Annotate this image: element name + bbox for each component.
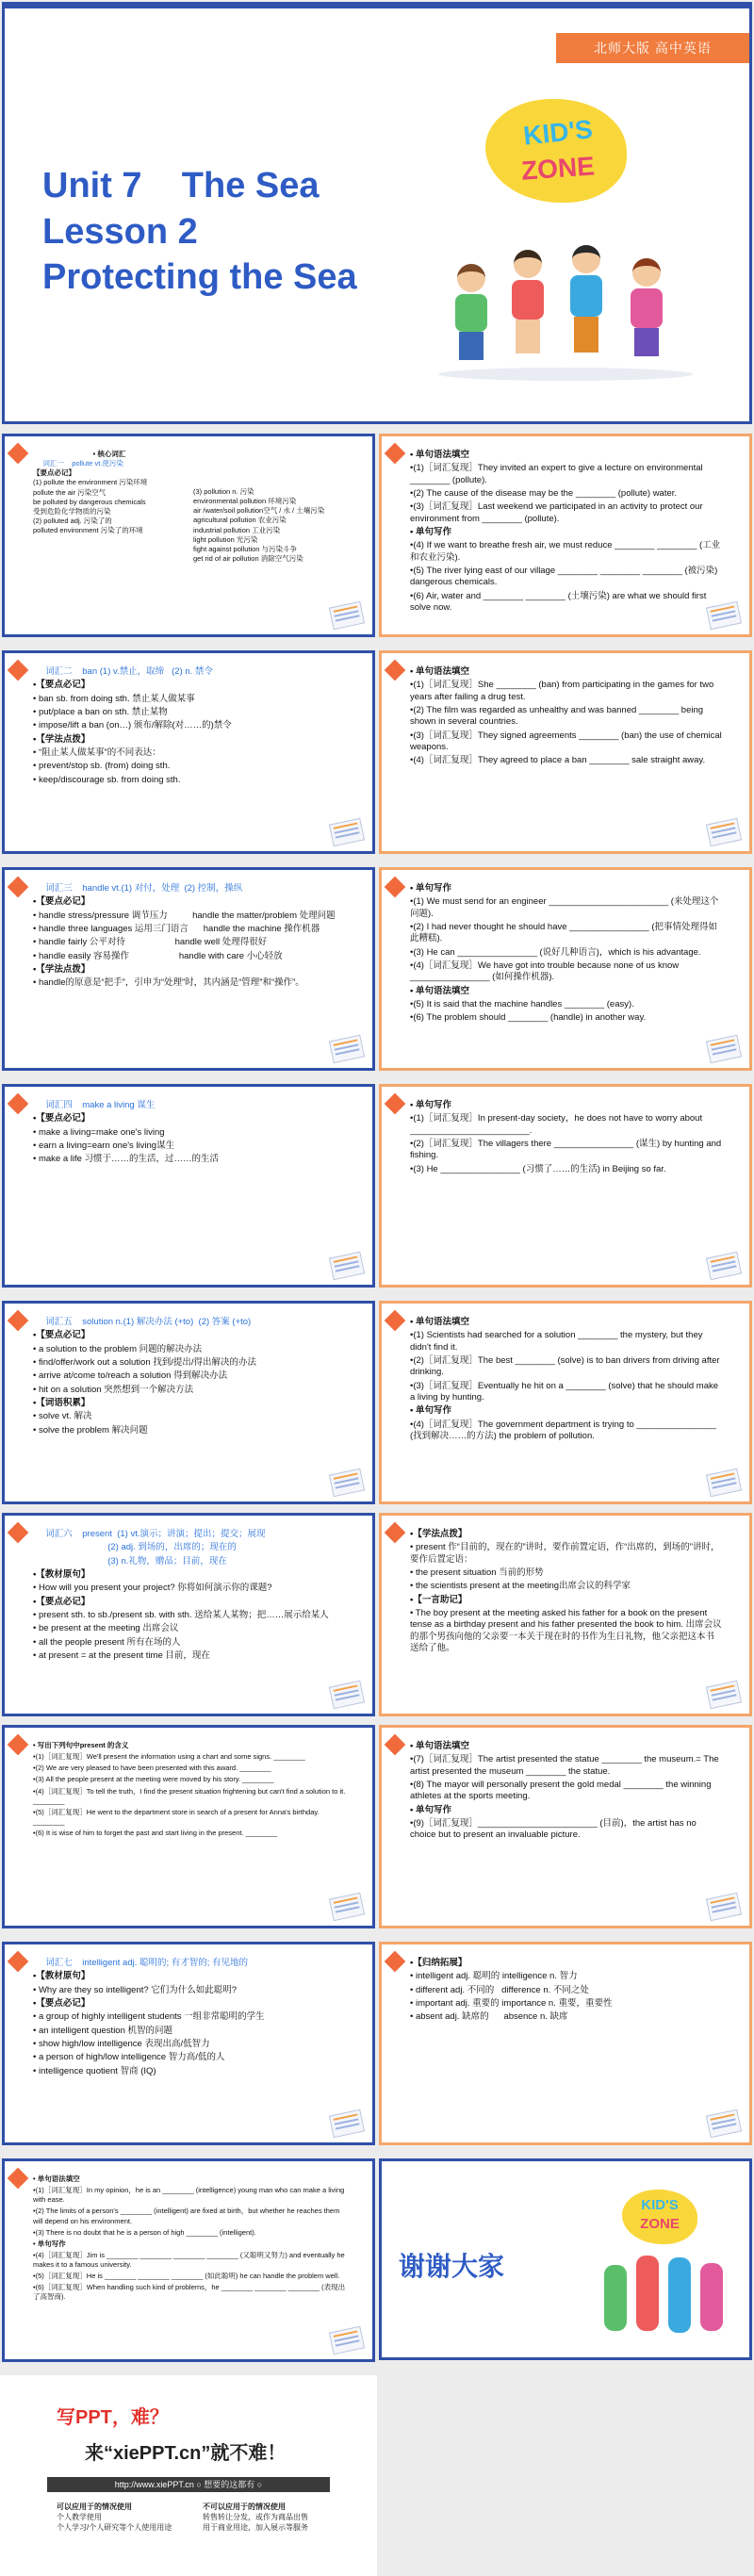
slide-line: • arrive at/come to/reach a solution 得到解决办法: [33, 1370, 228, 1382]
slide-body: [410, 666, 723, 769]
slide-line: •(5) The river lying east of our village ________ ________ ________ (被污染) dangerous chemicals.: [410, 566, 720, 588]
notebook-icon: [706, 818, 742, 847]
slide-line: 词汇一 pollute vt.使污染: [33, 459, 123, 468]
slide-line: (1) pollute the environment 污染环境: [33, 478, 148, 487]
slide-line: •【学法点拨】: [33, 733, 90, 745]
slide-line: (3) pollution n. 污染: [193, 487, 254, 496]
kid-3: [563, 245, 610, 363]
slide-line: • handle fairly 公平对待 handle well 处理得很好: [33, 937, 268, 948]
slide-line: • solve the problem 解决问题: [33, 1424, 148, 1436]
slide-line: •【词语积累】: [33, 1398, 90, 1409]
slide-line: •【要点必记】: [33, 1998, 90, 2010]
kid-2: [506, 250, 549, 363]
slide-line: • 单句写作: [410, 1405, 451, 1417]
slide-line: •(1)［词汇复现］They invited an expert to give a lecture on environmental ________ (pollute).: [410, 463, 706, 485]
corner-diamond-icon: [385, 1093, 406, 1115]
slide-line: •【一言助记】: [410, 1594, 467, 1605]
thanks-text: 谢谢大家: [399, 2252, 505, 2281]
slide-line: • ban sb. from doing sth. 禁止某人做某事: [33, 693, 195, 704]
slide-line: • put/place a ban on sth. 禁止某物: [33, 707, 168, 718]
slide-line: •(2) The cause of the disease may be the ________ (pollute) water.: [410, 488, 678, 500]
slide-line: • 单句语法填空: [33, 2174, 80, 2183]
slide-line: •【要点必记】: [33, 1113, 90, 1124]
slide-line: (2) polluted adj. 污染了的: [33, 516, 112, 525]
slide-line: •(5) It is said that the machine handles ________ (easy).: [410, 999, 634, 1010]
slide-body: [33, 1529, 346, 1664]
slide-18: [2, 2158, 375, 2362]
slide-line: • 写出下列句中present 的含义: [33, 1741, 129, 1749]
ground-shadow: [438, 368, 693, 381]
slide-line: • 单句写作: [410, 1804, 451, 1815]
cover-slide: [2, 2, 752, 424]
slide-line: • 单句语法填空: [410, 985, 469, 996]
slide-6: [2, 867, 375, 1071]
slide-line: 【要点必记】: [33, 468, 75, 478]
kids-zone-logo-small: KID'S ZONE: [617, 2190, 702, 2246]
slide-17: [379, 1942, 752, 2145]
notebook-icon: [706, 1252, 742, 1281]
cover-top-bar: [5, 5, 749, 8]
slide-body: [33, 666, 346, 788]
slide-line: •(3) All the people present at the meeting were moved by his story. ________: [33, 1775, 274, 1784]
slide-line: • handle的原意是“把手”，引申为“处理”时，其内涵是“管理”和“操作”。: [33, 977, 304, 989]
slide-line: be polluted by dangerous chemicals: [33, 497, 146, 506]
slide-line: •(4) If we want to breathe fresh air, we must reduce ________ ________ (工业和农业污染).: [410, 540, 721, 563]
slide-line: • 单句语法填空: [410, 450, 469, 460]
slide-12: [2, 1513, 375, 1716]
ad-col-allowed: 可以应用于的情况使用 个人教学使用 个人学习/个人研究等个人使用用途: [57, 2502, 172, 2533]
slide-line: • at present = at the present time 目前，现在: [33, 1650, 210, 1662]
ad-col-forbidden: 不可以应用于的情况使用 转售转让分发，或作为商品出售 用于商业用途，加入展示等服务: [203, 2502, 308, 2533]
slide-line: •(3)［词汇复现］They signed agreements ________ (ban) the use of chemical weapons.: [410, 730, 725, 753]
slide-line: • absent adj. 缺席的 absence n. 缺席: [410, 2011, 568, 2023]
slide-4: [2, 650, 375, 854]
slide-line: • make a life 习惯于……的生活，过……的生活: [33, 1154, 220, 1165]
slide-line: 词汇七 intelligent adj. 聪明的; 有才智的; 有见地的: [33, 1958, 249, 1968]
slide-10: [2, 1301, 375, 1504]
corner-diamond-icon: [8, 1310, 29, 1332]
slide-9: [379, 1084, 752, 1288]
slide-line: (3) n.礼物，赠品；目前，现在: [33, 1555, 227, 1567]
notebook-icon: [706, 1035, 742, 1064]
notebook-icon: [329, 1681, 365, 1710]
kids-zone-logo: [476, 99, 636, 203]
slide-line: •【要点必记】: [33, 1596, 90, 1607]
slide-line: • handle three languages 运用三门语言 handle the machine 操作机器: [33, 924, 320, 935]
slide-body: [33, 1958, 346, 2079]
slide-line: (2) adj. 到场的，出席的；现在的: [33, 1542, 237, 1553]
ad-line-1: 写PPT，难？: [57, 2407, 169, 2428]
slide-body: [33, 450, 346, 564]
slide-line: •(6) It is wise of him to forget the past and start living in the present. ________: [33, 1829, 278, 1837]
slide-line: •(3) He ________________ (习惯了……的生活) in Beijing so far.: [410, 1163, 666, 1174]
corner-diamond-icon: [385, 660, 406, 681]
slide-line: • all the people present 所有在场的人: [33, 1636, 181, 1648]
slide-line: • 单句写作: [33, 2239, 66, 2248]
slide-line: •(4)［词汇复现］The government department is trying to ________________ (找到解决……的方法) the problem of pollution.: [410, 1419, 719, 1442]
notebook-icon: [329, 1035, 365, 1064]
slide-line: • an intelligent question 机智的问题: [33, 2025, 173, 2036]
slide-8: [2, 1084, 375, 1288]
slide-line: • hit on a solution 突然想到一个解决方法: [33, 1384, 194, 1395]
corner-diamond-icon: [8, 2168, 29, 2190]
slide-line: • How will you present your project? 你将如何演示你的课题?: [33, 1583, 272, 1594]
slide-line: light pollution 光污染: [193, 534, 258, 544]
corner-diamond-icon: [385, 1951, 406, 1973]
slide-line: • a person of high/low intelligence 智力高/低的人: [33, 2052, 225, 2063]
slide-14: [2, 1725, 375, 1928]
slide-body: [33, 883, 346, 992]
slide-line: •【教材原句】: [33, 1569, 90, 1581]
corner-diamond-icon: [8, 1734, 29, 1756]
slide-line: •(1) Scientists had searched for a solution ________ the mystery, but they didn't find it.: [410, 1330, 706, 1353]
slide-line: •(6) The problem should ________ (handle) in another way.: [410, 1012, 647, 1024]
notebook-icon: [706, 2109, 742, 2139]
slide-line: •(6) Air, water and ________ ________ (土壤污染) are what we should first solve now.: [410, 590, 709, 614]
slide-line: 词汇二 ban (1) v.禁止，取缔 (2) n. 禁令: [33, 666, 213, 677]
lesson-title: [42, 163, 357, 301]
notebook-icon: [329, 818, 365, 847]
corner-diamond-icon: [385, 1310, 406, 1332]
logo-word-zone: ZONE: [520, 151, 596, 186]
ad-line-2: 来“xiePPT.cn”就不难！: [85, 2443, 287, 2464]
slide-line: •(2) I had never thought he should have ________________ (把事情处理得如此糟糕).: [410, 922, 718, 944]
slide-line: •(4)［词汇复现］Jim is ________ ________ ________ ________ (又聪明又努力) and eventually he makes it to a famous university.: [33, 2250, 347, 2269]
slide-line: • solve vt. 解决: [33, 1411, 92, 1422]
slide-line: fight against pollution 与污染斗争: [193, 544, 298, 553]
slide-line: •(5)［词汇复现］He is ________ ________ ________ (如此聪明) he can handle the problem well.: [33, 2272, 340, 2281]
slide-line: • prevent/stop sb. (from) doing sth.: [33, 761, 171, 772]
slide-line: •(2) We are very pleased to have been presented with this award. ________: [33, 1764, 271, 1773]
corner-diamond-icon: [8, 877, 29, 898]
slide-line: •【学法点拨】: [410, 1529, 467, 1539]
slide-7: [379, 867, 752, 1071]
slide-line: pollute the air 污染空气: [33, 487, 107, 497]
slide-line: • present sth. to sb./present sb. with sth. 送给某人某物；把……展示给某人: [33, 1610, 329, 1621]
slide-line: • present 作“目前的，现在的”讲时，要作前置定语，作“出席的，到场的”讲时，要作后置定语：: [410, 1542, 720, 1565]
xieppt-ad: [0, 2375, 377, 2576]
slide-line: • intelligent adj. 聪明的 intelligence n. 智力: [410, 1971, 578, 1982]
slide-body: [410, 1100, 723, 1177]
slide-line: • different adj. 不同的 difference n. 不同之处: [410, 1984, 589, 1995]
slide-line: •(5)［词汇复现］He went to the department store in search of a present for Anna's birthday. ________: [33, 1807, 321, 1826]
notebook-icon: [329, 2326, 365, 2355]
notebook-icon: [329, 1468, 365, 1498]
slide-2: [2, 434, 375, 637]
slide-body: [33, 1741, 346, 1840]
slide-line: •【要点必记】: [33, 896, 90, 908]
edition-badge: 北师大版 高中英语: [556, 33, 749, 63]
slide-line: •【要点必记】: [33, 1330, 90, 1341]
notebook-icon: [706, 1681, 742, 1710]
kid-4: [625, 258, 668, 367]
slide-line: • the scientists present at the meeting出席会议的科学家: [410, 1581, 631, 1592]
slide-16: [2, 1942, 375, 2145]
slide-line: air /water/soil pollution空气 / 水 / 土壤污染: [193, 506, 325, 516]
slide-line: environmental pollution 环境污染: [193, 497, 297, 506]
slide-line: •【学法点拨】: [33, 964, 90, 976]
corner-diamond-icon: [8, 1522, 29, 1544]
slide-line: get rid of air pollution 消除空气污染: [193, 553, 303, 563]
slide-body: [410, 1741, 723, 1844]
slide-line: industrial pollution 工业污染: [193, 525, 281, 534]
slide-line: 词汇六 present (1) vt.演示；讲演；提出；提交；展现: [33, 1529, 266, 1539]
slide-line: •(1)［词汇复现］She ________ (ban) from participating in the games for two years after failing a drug test.: [410, 680, 716, 702]
slide-line: • keep/discourage sb. from doing sth.: [33, 774, 181, 785]
slide-line: • The boy present at the meeting asked his father for a book on the present tense as a birthday present and his father presented the book to him. 出席会议的那个男孩向他的父亲要一本关于现在时的书作为生日礼物，他父亲把这本书送给了他。: [410, 1608, 722, 1654]
title-line-unit: Unit 7 The Sea: [42, 166, 320, 205]
notebook-icon: [706, 1893, 742, 1922]
slide-line: 词汇五 solution n.(1) 解决办法 (+to) (2) 答案 (+to): [33, 1317, 252, 1327]
slide-11: [379, 1301, 752, 1504]
kid-1: [450, 264, 493, 368]
slide-line: •(1)［词汇复现］In my opinion，he is an ________ (intelligence) young man who can make a living with ease.: [33, 2186, 347, 2205]
slide-line: •(2) The film was regarded as unhealthy and was banned ________ being shown in several countries.: [410, 705, 706, 728]
notebook-icon: [329, 601, 365, 631]
notebook-icon: [706, 1468, 742, 1498]
slide-line: •(4)［词汇复现］To tell the truth，I find the present situation frightening but can't find a solution to it. ________: [33, 1786, 348, 1805]
slide-line: •(3)［词汇复现］Eventually he hit on a ________ (solve) that he should make a living by hunting.: [410, 1380, 721, 1403]
corner-diamond-icon: [385, 443, 406, 465]
slide-body: [410, 1958, 723, 2026]
slide-line: •(1)［词汇复现］We'll present the information using a chart and some signs. ________: [33, 1752, 305, 1762]
slide-line: •(6)［词汇复现］When handling such kind of problems，he ________ ________ ________ (表现出了高智商).: [33, 2283, 346, 2302]
slide-line: • make a living=make one's living: [33, 1126, 165, 1138]
slide-line: •(4)［词汇复现］We have got into trouble because none of us know ________________ (如何操作机器).: [410, 960, 681, 983]
slide-line: •(8) The mayor will personally present the gold medal ________ the winning athletes at the sports meeting.: [410, 1780, 714, 1802]
slide-13: [379, 1513, 752, 1716]
corner-diamond-icon: [8, 1093, 29, 1115]
slide-body: [410, 883, 723, 1026]
slide-line: agricultural pollution 农业污染: [193, 516, 287, 525]
slide-line: • a solution to the problem 问题的解决办法: [33, 1343, 203, 1354]
kids-illustration: [429, 245, 702, 386]
slide-line: •(1) We must send for an engineer ________________________ (来处理这个问题).: [410, 896, 719, 919]
slide-body: [33, 1317, 346, 1438]
notebook-icon: [329, 2109, 365, 2139]
slide-line: • “阻止某人做某事”的不同表达：: [33, 747, 161, 759]
title-line-topic: Protecting the Sea: [42, 257, 357, 298]
slide-line: 受到危险化学物质的污染: [33, 506, 111, 516]
slide-body: [410, 1529, 723, 1656]
slide-line: • Why are they so intelligent? 它们为什么如此聪明?: [33, 1984, 238, 1995]
slide-body: [410, 450, 723, 615]
slide-body: [33, 1100, 346, 1168]
corner-diamond-icon: [8, 1951, 29, 1973]
slide-line: • find/offer/work out a solution 找到/提出/得出解决的办法: [33, 1357, 257, 1369]
slide-line: • impose/lift a ban (on…) 颁布/解除(对……的)禁令: [33, 720, 232, 731]
slide-line: • intelligence quotient 智商 (IQ): [33, 2065, 156, 2076]
corner-diamond-icon: [385, 877, 406, 898]
slide-line: 词汇四 make a living 谋生: [33, 1100, 156, 1110]
slide-3: [379, 434, 752, 637]
slide-body: [33, 2174, 346, 2305]
slide-body: [410, 1317, 723, 1444]
slide-line: •(7)［词汇复现］The artist presented the statue ________ the museum.= The artist presented the museum ________ the statue.: [410, 1754, 722, 1777]
slide-line: •(4)［词汇复现］They agreed to place a ban ________ sale straight away.: [410, 755, 706, 766]
slide-line: 词汇三 handle vt.(1) 对付，处理 (2) 控制，操纵: [33, 883, 243, 894]
corner-diamond-icon: [385, 1734, 406, 1756]
slide-15: [379, 1725, 752, 1928]
title-line-lesson: Lesson 2: [42, 211, 198, 252]
slide-line: •(2)［词汇复现］The villagers there ________________ (谋生) by hunting and fishing.: [410, 1139, 724, 1161]
slide-line: •(3) He can ________________ (说好几种语言)，which is his advantage.: [410, 946, 701, 958]
slide-line: •(3)［词汇复现］Last weekend we participated in an activity to protect our environment from ________ (pollute).: [410, 501, 706, 524]
logo-word-kids: KID'S: [521, 114, 595, 151]
thanks-slide: [379, 2158, 752, 2360]
slide-line: •【要点必记】: [33, 680, 90, 691]
slide-line: • be present at the meeting 出席会议: [33, 1623, 179, 1634]
slide-line: • a group of highly intelligent students 一组非常聪明的学生: [33, 2011, 265, 2023]
slide-line: • 单句语法填空: [410, 1317, 469, 1327]
slide-line: • earn a living=earn one's living谋生: [33, 1140, 175, 1152]
slide-line: • the present situation 当前的形势: [410, 1567, 544, 1579]
slide-line: • handle easily 容易操作 handle with care 小心轻放: [33, 950, 283, 961]
slide-line: • show high/low intelligence 表现出高/低智力: [33, 2039, 210, 2050]
slide-line: • 单句写作: [410, 527, 451, 538]
slide-line: polluted environment 污染了的环境: [33, 526, 143, 534]
slide-line: • important adj. 重要的 importance n. 重要，重要性: [410, 1998, 613, 2010]
corner-diamond-icon: [8, 660, 29, 681]
slide-line: • 单句语法填空: [410, 666, 469, 677]
slide-line: • 单句语法填空: [410, 1741, 469, 1751]
slide-line: • 单句写作: [410, 1100, 451, 1110]
slide-line: •(2)［词汇复现］The best ________ (solve) is to ban drivers from driving after drinking.: [410, 1355, 723, 1378]
slide-line: •(1)［词汇复现］In present-day society，he does not have to worry about ________________________.: [410, 1113, 705, 1136]
slide-line: •(3) There is no doubt that he is a person of high ________ (intelligent).: [33, 2227, 256, 2237]
slide-5: [379, 650, 752, 854]
slide-line: • 核心词汇: [92, 450, 126, 458]
corner-diamond-icon: [385, 1522, 406, 1544]
slide-line: •(9)［词汇复现］________________________ (目前)，the artist has no choice but to present an invaluable picture.: [410, 1818, 699, 1841]
notebook-icon: [329, 1893, 365, 1922]
slide-line: • handle stress/pressure 调节压力 handle the matter/problem 处理问题: [33, 910, 336, 921]
corner-diamond-icon: [8, 443, 29, 465]
slide-line: •【归纳拓展】: [410, 1958, 467, 1968]
kids-illustration-small: [598, 2256, 740, 2340]
notebook-icon: [329, 1252, 365, 1281]
slide-line: • 单句写作: [410, 883, 451, 894]
ad-url-bar[interactable]: http://www.xiePPT.cn ○ 想要的这都有 ○: [47, 2477, 330, 2492]
slide-line: •(2) The limits of a person's ________ (intelligent) are fixed at birth，but whether he reaches them will depend on his environment.: [33, 2207, 342, 2225]
slide-line: •【教材原句】: [33, 1971, 90, 1982]
